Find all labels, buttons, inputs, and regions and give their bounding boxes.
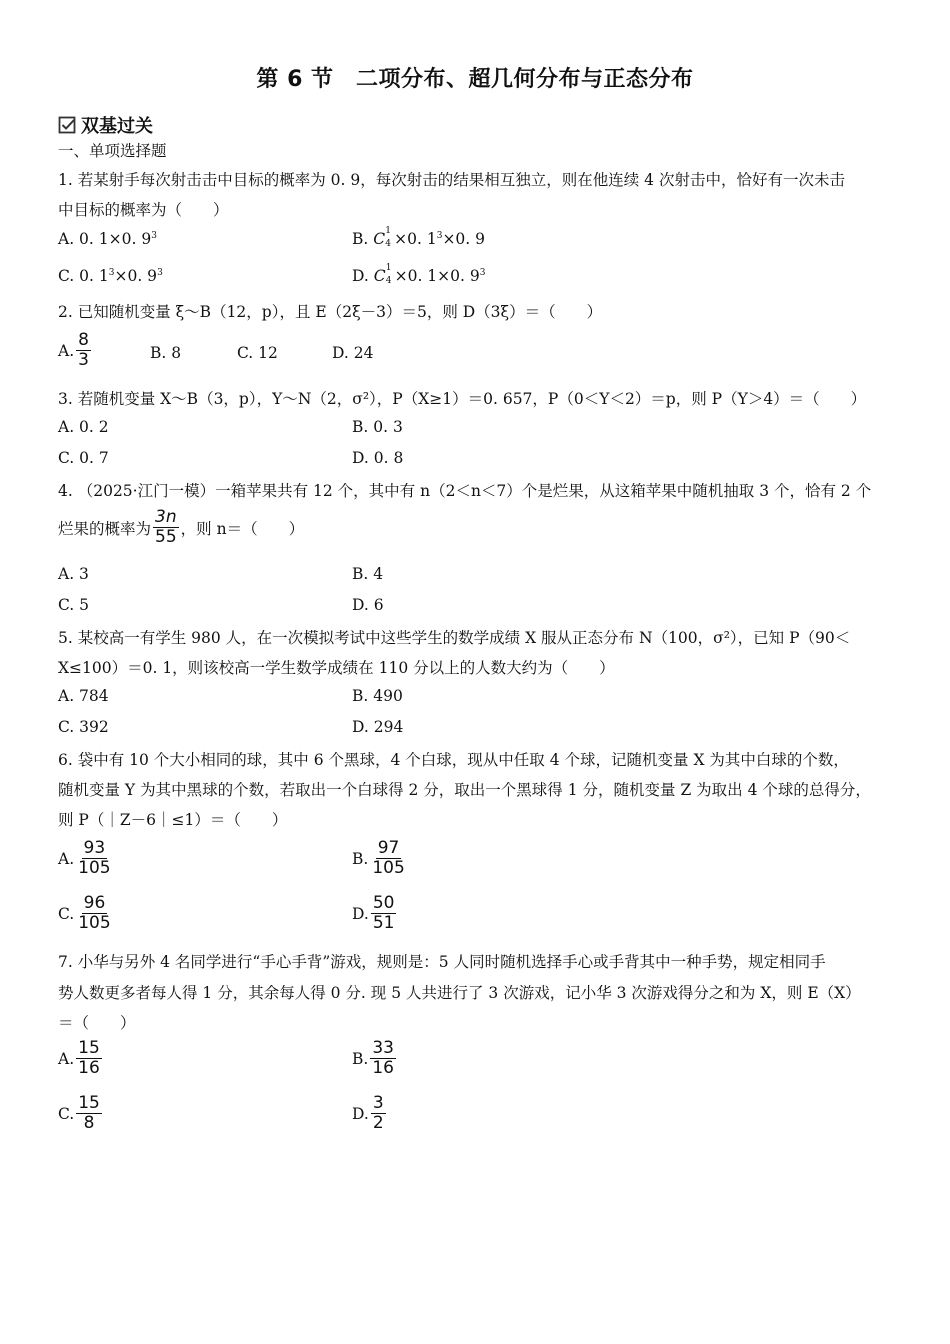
q2-option-a: A. $\frac{8}{3}$: [58, 330, 89, 370]
q5-option-d: D. 294: [352, 718, 404, 736]
q7-option-b: B. $\frac{33}{16}$: [352, 1038, 394, 1078]
q2-line1: 2. 已知随机变量 ξ～B（12，p），且 E（2ξ－3）＝5，则 D（3ξ）＝（ ）: [58, 303, 603, 321]
q1-option-a: A. 0. 1×0. $9^3$: [58, 230, 157, 248]
q2-option-b: B. 8: [150, 344, 182, 362]
q7-line3: ＝（ ）: [58, 1014, 136, 1032]
q4-line2: 烂果的概率为 $\frac{3n}{55}$ ，则 n＝（ ）: [58, 507, 305, 547]
q5-option-c: C. 392: [58, 718, 109, 736]
fraction: $\frac{97}{105}$: [372, 838, 405, 878]
q4-option-b: B. 4: [352, 565, 384, 583]
q4-line1: 4. （2025·江门一模）一箱苹果共有 12 个，其中有 n（2＜n＜7）个是烂果，从这箱苹果中随机抽取 3 个，恰有 2 个: [58, 482, 872, 500]
q6-option-b: B. $\frac{97}{105}$: [352, 838, 405, 878]
q3-option-b: B. 0. 3: [352, 418, 403, 436]
fraction: $\frac{15}{16}$: [78, 1038, 100, 1078]
q2-option-c: C. 12: [237, 344, 278, 362]
q5-option-a: A. 784: [58, 687, 109, 705]
q5-option-b: B. 490: [352, 687, 403, 705]
q6-line2: 随机变量 Y 为其中黑球的个数，若取出一个白球得 2 分，取出一个黑球得 1 分，随机变量 Z 为取出 4 个球的总得分，: [58, 781, 871, 799]
q7-option-a: A. $\frac{15}{16}$: [58, 1038, 100, 1078]
fraction: $\frac{33}{16}$: [372, 1038, 394, 1078]
q4-option-d: D. 6: [352, 596, 384, 614]
fraction: $\frac{93}{105}$: [78, 838, 111, 878]
q6-line1: 6. 袋中有 10 个大小相同的球，其中 6 个黑球，4 个白球，现从中任取 4 个球，记随机变量 X 为其中白球的个数，: [58, 751, 849, 769]
q5-line1: 5. 某校高一有学生 980 人，在一次模拟考试中这些学生的数学成绩 X 服从正态分布 N（100，σ²），已知 P（90＜: [58, 629, 851, 647]
section-title: 双基过关: [81, 116, 153, 137]
q7-line1: 7. 小华与另外 4 名同学进行“手心手背”游戏，规则是：5 人同时随机选择手心或手背其中一种手势，规定相同手: [58, 953, 826, 971]
q5-line2: X≤100）＝0. 1，则该校高一学生数学成绩在 110 分以上的人数大约为（ ）: [58, 659, 615, 677]
q3-option-a: A. 0. 2: [58, 418, 109, 436]
section-subheading: 一、单项选择题: [58, 142, 167, 160]
q6-line3: 则 P（｜Z－6｜≤1）＝（ ）: [58, 811, 288, 829]
q3-line1: 3. 若随机变量 X～B（3，p），Y～N（2，σ²），P（X≥1）＝0. 657，P（0＜Y＜2）＝p，则 P（Y＞4）＝（ ）: [58, 390, 867, 408]
q7-option-c: C. $\frac{15}{8}$: [58, 1093, 100, 1133]
fraction: $\frac{50}{51}$: [372, 893, 395, 933]
q7-line2: 势人数更多者每人得 1 分，其余每人得 0 分. 现 5 人共进行了 3 次游戏，记小华 3 次游戏得分之和为 X，则 E（X）: [58, 984, 861, 1002]
q6-option-a: A. $\frac{93}{105}$: [58, 838, 111, 878]
section-heading: [58, 112, 153, 138]
checkbox-checked-icon: [58, 116, 76, 134]
fraction: $\frac{8}{3}$: [78, 330, 89, 370]
q1-line1: 1. 若某射手每次射击击中目标的概率为 0. 9，每次射击的结果相互独立，则在他连续 4 次射击中，恰好有一次未击: [58, 171, 845, 189]
q4-option-c: C. 5: [58, 596, 90, 614]
fraction: $\frac{15}{8}$: [78, 1093, 100, 1133]
q6-option-d: D. $\frac{50}{51}$: [352, 893, 395, 933]
q1-option-c: C. 0. $1^3\times 0$. $9^3$: [58, 267, 163, 285]
q4-option-a: A. 3: [58, 565, 89, 583]
page-title: 第 6 节 二项分布、超几何分布与正态分布: [256, 67, 694, 92]
q1-option-d: D. C 1 4 ×0. 1×0. $9^3$: [352, 263, 486, 286]
fraction: $\frac{3n}{55}$: [155, 507, 177, 547]
q3-option-d: D. 0. 8: [352, 449, 404, 467]
q1-option-b: B. C 1 4 ×0. $1^3\times 0$. 9: [352, 226, 486, 249]
q2-option-d: D. 24: [332, 344, 374, 362]
q6-option-c: C. $\frac{96}{105}$: [58, 893, 111, 933]
q3-option-c: C. 0. 7: [58, 449, 109, 467]
fraction: $\frac{96}{105}$: [78, 893, 111, 933]
fraction: $\frac{3}{2}$: [372, 1093, 384, 1133]
q7-option-d: D. $\frac{3}{2}$: [352, 1093, 384, 1133]
q1-line2: 中目标的概率为（ ）: [58, 201, 229, 219]
